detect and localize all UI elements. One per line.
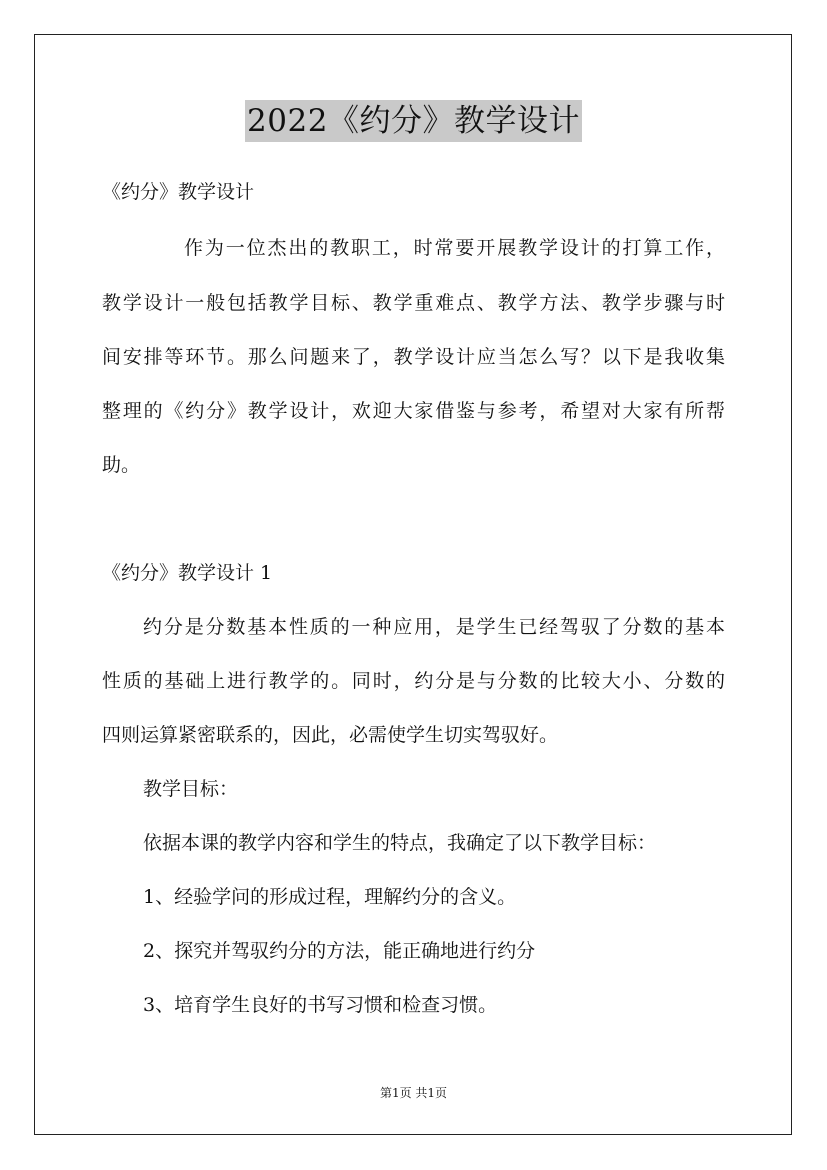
objectives-label: 教学目标： [143,778,239,800]
intro-line-2: 教学设计一般包括教学目标、教学重难点、教学方法、教学步骤与时 [102,292,725,314]
intro-line-5: 助。 [102,454,141,476]
objective-item-3: 3、培育学生良好的书写习惯和检查习惯。 [143,994,498,1016]
section-para-line-1: 约分是分数基本性质的一种应用，是学生已经驾驭了分数的基本 [143,616,725,638]
intro-line-3: 间安排等环节。那么问题来了，教学设计应当怎么写？以下是我收集 [102,346,725,368]
document-heading: 《约分》教学设计 [102,181,255,203]
section-para-line-3: 四则运算紧密联系的，因此，必需使学生切实驾驭好。 [102,724,559,746]
document-title: 2022《约分》教学设计 [245,100,582,142]
section-para-line-2: 性质的基础上进行教学的。同时，约分是与分数的比较大小、分数的 [102,670,725,692]
objective-item-1: 1、经验学问的形成过程，理解约分的含义。 [143,886,517,908]
intro-line-1: 作为一位杰出的教职工，时常要开展教学设计的打算工作， [184,237,725,259]
objective-item-2: 2、探究并驾驭约分的方法，能正确地进行约分 [143,940,536,962]
objectives-intro: 依据本课的教学内容和学生的特点，我确定了以下教学目标： [143,832,657,854]
section-title: 《约分》教学设计 1 [102,562,273,584]
intro-line-4: 整理的《约分》教学设计，欢迎大家借鉴与参考，希望对大家有所帮 [102,400,725,422]
page-footer: 第1页 共1页 [379,1086,448,1100]
document-title-wrapper [0,100,827,142]
